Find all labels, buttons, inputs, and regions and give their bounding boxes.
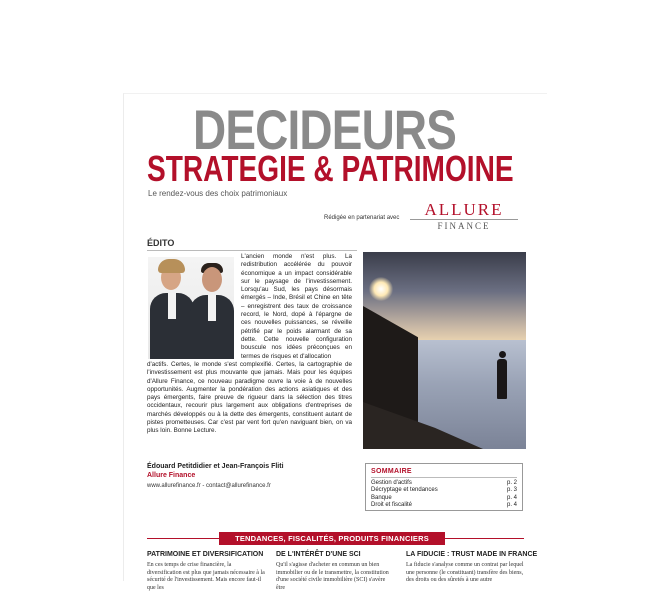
sun bbox=[369, 277, 393, 301]
toc-item-page: p. 3 bbox=[506, 487, 517, 494]
toc-item-label: Gestion d'actifs bbox=[371, 480, 412, 486]
edito-divider bbox=[147, 250, 357, 251]
column-title: PATRIMOINE ET DIVERSIFICATION bbox=[147, 551, 264, 558]
column-title: DE L'INTÉRÊT D'UNE SCI bbox=[276, 551, 361, 558]
section-banner: TENDANCES, FISCALITÉS, PRODUITS FINANCIERS bbox=[219, 532, 445, 545]
edito-label: ÉDITO bbox=[147, 238, 175, 248]
table-of-contents bbox=[365, 463, 523, 511]
masthead-tagline: Le rendez-vous des choix patrimoniaux bbox=[148, 189, 288, 198]
author-right-figure bbox=[190, 259, 234, 359]
contact-line: www.allurefinance.fr - contact@allurefinance.fr bbox=[147, 483, 271, 489]
hiker-silhouette bbox=[496, 351, 508, 401]
author-left-figure bbox=[150, 259, 194, 359]
column-text: En ces temps de crise financière, la diversification est plus que jamais nécessaire à la sécurité de l'investissement. Mais encore faut-il que les bbox=[147, 562, 265, 591]
mountain-sunrise-photo bbox=[363, 252, 526, 449]
edito-text-column: L'ancien monde n'est plus. La redistribution accélérée du pouvoir économique a un impact considérable sur le paysage de l'investissement. Lorsqu'au Sud, les pays désormais émergés – Inde, Brésil et Chine en tête – enregistrent des taux de croissance record, le Nord, dopé à l'épargne de ces nouvelles puissances, se réveille pétrifié par le poids alarmant de sa dette. Cette nouvelle configuration bouscule nos idées préconçues en termes de risques et d'allocation bbox=[241, 253, 352, 360]
toc-item[interactable] bbox=[371, 502, 517, 509]
toc-item[interactable] bbox=[371, 487, 517, 494]
toc-item[interactable] bbox=[371, 480, 517, 487]
column-text: Qu'il s'agisse d'acheter en commun un bien immobilier ou de le transmettre, la constitution d'une société civile immobilière (SCI) s'avère être bbox=[276, 562, 389, 591]
allure-finance-logo bbox=[404, 201, 524, 232]
toc-item-label: Droit et fiscalité bbox=[371, 501, 413, 508]
column-title: LA FIDUCIE : TRUST MADE IN FRANCE bbox=[406, 551, 538, 558]
toc-item-label: Décryptage et tendances bbox=[371, 487, 438, 494]
toc-item-page: p. 4 bbox=[506, 501, 517, 508]
column-text: La fiducie s'analyse comme un contrat par lequel une personne (le constituant) transfère des biens, des droits ou des sûretés à une autre bbox=[406, 562, 524, 583]
edito-signature-org: Allure Finance bbox=[147, 472, 196, 479]
logo-line1: ALLURE bbox=[424, 200, 504, 219]
masthead-title-bottom: STRATEGIE & PATRIMOINE bbox=[147, 148, 514, 189]
edito-text-continued: d'actifs. Certes, le monde s'est complexifié. Certes, la cartographie de l'investissement est plus mouvante que jamais. Mais pour les équipes d'Allure Finance, ce nouveau paradigme ouvre la voie à de nouvelles opportunités. Augmenter la pondération des actions asiatiques et des pays émergents, faire preuve de rigueur dans la sélection des titres occidentaux, recourir plus largement aux obligations d'entreprises de marchés développés ou à la dette des émergents, constituent autant de pistes prometteuses. Car c'est par vent fort qu'en naviguant bien, on va plus loin. Bonne Lecture. bbox=[147, 361, 352, 435]
authors-portrait bbox=[148, 257, 234, 359]
partner-text: Rédigée en partenariat avec bbox=[324, 215, 400, 221]
logo-divider bbox=[410, 219, 518, 220]
logo-line2: FINANCE bbox=[437, 221, 491, 231]
edito-signature: Édouard Petitdidier et Jean-François Fliti bbox=[147, 463, 284, 470]
masthead-title-top: DECIDEURS bbox=[193, 98, 457, 161]
toc-item[interactable] bbox=[371, 495, 517, 502]
toc-item-page: p. 2 bbox=[506, 480, 517, 486]
magazine-page bbox=[123, 93, 547, 591]
toc-item-label: Banque bbox=[371, 494, 392, 501]
toc-item-page: p. 4 bbox=[506, 494, 517, 501]
sommaire-title: SOMMAIRE bbox=[371, 468, 517, 478]
